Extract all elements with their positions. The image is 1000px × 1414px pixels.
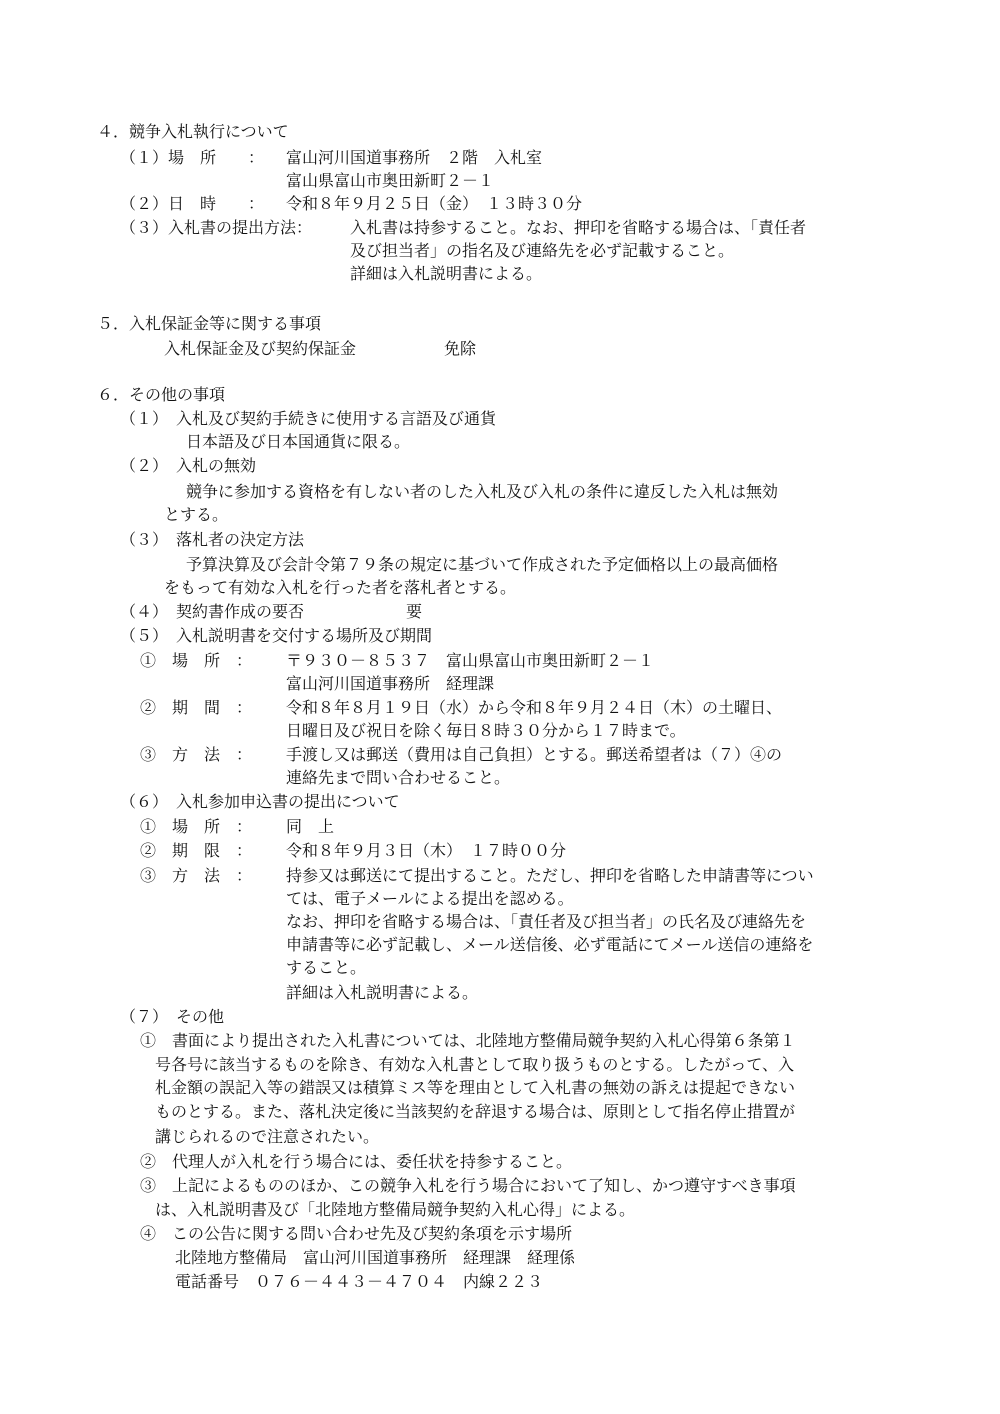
section-6-item-5-b-line-1: 令和８年８月１９日（水）から令和８年９月２４日（木）の土曜日、 bbox=[286, 698, 783, 717]
section-6-item-6-c-line-1: 持参又は郵送にて提出すること。ただし、押印を省略した申請書等につい bbox=[286, 866, 814, 885]
section-6-item-1-head: （１） 入札及び契約手続きに使用する言語及び通貨 bbox=[120, 409, 497, 428]
section-4-item-2-value: 令和８年９月２５日（金） １３時３０分 bbox=[286, 194, 583, 213]
section-6-item-6-b-label: ② 期 限 ： bbox=[140, 841, 253, 860]
section-6-item-2-body-1: 競争に参加する資格を有しない者のした入札及び入札の条件に違反した入札は無効 bbox=[186, 482, 779, 501]
section-6-item-6-c-line-3: なお、押印を省略する場合は、「責任者及び担当者」の氏名及び連絡先を bbox=[286, 912, 807, 931]
section-6-item-7-2: ② 代理人が入札を行う場合には、委任状を持参すること。 bbox=[140, 1152, 573, 1171]
section-6-item-7-3-line-1: ③ 上記によるもののほか、この競争入札を行う場合において了知し、かつ遵守すべき事項 bbox=[140, 1176, 796, 1195]
section-6-item-6-c-line-2: ては、電子メールによる提出を認める。 bbox=[286, 889, 574, 908]
section-6-item-5-c-line-2: 連絡先まで問い合わせること。 bbox=[286, 768, 511, 787]
section-5-value: 免除 bbox=[444, 339, 477, 358]
section-4-item-1-line-1: 富山河川国道事務所 ２階 入札室 bbox=[286, 148, 543, 167]
section-6-item-3-body-1: 予算決算及び会計令第７９条の規定に基づいて作成された予定価格以上の最高価格 bbox=[186, 555, 779, 574]
section-6-item-5-c-label: ③ 方 法 ： bbox=[140, 745, 253, 764]
section-6-item-7-1-line-5: 講じられるので注意されたい。 bbox=[155, 1127, 380, 1146]
section-6-item-3-body-2: をもって有効な入札を行った者を落札者とする。 bbox=[164, 578, 517, 597]
section-4-item-3-line-3: 詳細は入札説明書による。 bbox=[350, 264, 543, 283]
section-4-title: ４．競争入札執行について bbox=[97, 122, 289, 141]
section-6-item-6-head: （６） 入札参加申込書の提出について bbox=[120, 792, 400, 811]
section-6-item-7-1-line-2: 号各号に該当するものを除き、有効な入札書として取り扱うものとする。したがって、入 bbox=[155, 1055, 795, 1074]
section-5-line: 入札保証金及び契約保証金 bbox=[164, 339, 357, 358]
section-6-item-7-4-line-3: 電話番号 ０７６－４４３－４７０４ 内線２２３ bbox=[175, 1272, 544, 1291]
section-4-item-3-line-1: 入札書は持参すること。なお、押印を省略する場合は、「責任者 bbox=[350, 218, 807, 237]
section-6-item-7-head: （７） その他 bbox=[120, 1007, 225, 1026]
section-6-item-5-a-line-1: 〒９３０－８５３７ 富山県富山市奥田新町２－１ bbox=[286, 651, 655, 670]
section-6-item-6-c-line-4: 申請書等に必ず記載し、メール送信後、必ず電話にてメール送信の連絡を bbox=[286, 935, 814, 954]
section-6-item-6-c-line-6: 詳細は入札説明書による。 bbox=[286, 983, 479, 1002]
section-4-item-3-label: （３）入札書の提出方法： bbox=[120, 218, 313, 237]
section-6-title: ６．その他の事項 bbox=[97, 385, 226, 404]
section-5-title: ５．入札保証金等に関する事項 bbox=[97, 314, 322, 333]
section-6-item-6-a-value: 同 上 bbox=[286, 817, 335, 836]
section-6-item-4-head: （４） 契約書作成の要否 bbox=[120, 602, 305, 621]
section-4-item-2-label: （２）日 時 ： bbox=[120, 194, 265, 213]
section-6-item-2-body-2: とする。 bbox=[164, 505, 229, 524]
section-6-item-1-body: 日本語及び日本国通貨に限る。 bbox=[186, 432, 411, 451]
section-6-item-6-c-label: ③ 方 法 ： bbox=[140, 866, 253, 885]
section-4-item-3-line-2: 及び担当者」の指名及び連絡先を必ず記載すること。 bbox=[350, 241, 735, 260]
section-6-item-7-1-line-4: ものとする。また、落札決定後に当該契約を辞退する場合は、原則として指名停止措置が bbox=[155, 1102, 796, 1121]
section-6-item-5-c-line-1: 手渡し又は郵送（費用は自己負担）とする。郵送希望者は（７）④の bbox=[286, 745, 783, 764]
section-6-item-6-a-label: ① 場 所 ： bbox=[140, 817, 253, 836]
section-6-item-7-4-line-2: 北陸地方整備局 富山河川国道事務所 経理課 経理係 bbox=[175, 1248, 576, 1267]
section-6-item-3-head: （３） 落札者の決定方法 bbox=[120, 530, 305, 549]
section-6-item-7-3-line-2: は、入札説明書及び「北陸地方整備局競争契約入札心得」による。 bbox=[155, 1200, 636, 1219]
section-6-item-5-a-label: ① 場 所 ： bbox=[140, 651, 253, 670]
section-6-item-5-head: （５） 入札説明書を交付する場所及び期間 bbox=[120, 626, 433, 645]
section-6-item-6-b-value: 令和８年９月３日（木） １７時００分 bbox=[286, 841, 567, 860]
section-6-item-4-value: 要 bbox=[406, 602, 423, 621]
section-6-item-5-a-line-2: 富山河川国道事務所 経理課 bbox=[286, 674, 495, 693]
section-6-item-7-1-line-1: ① 書面により提出された入札書については、北陸地方整備局競争契約入札心得第６条第１ bbox=[140, 1031, 796, 1050]
section-6-item-6-c-line-5: すること。 bbox=[286, 958, 367, 977]
section-6-item-5-b-line-2: 日曜日及び祝日を除く毎日８時３０分から１７時まで。 bbox=[286, 721, 686, 740]
section-4-item-1-line-2: 富山県富山市奥田新町２－１ bbox=[286, 171, 495, 190]
section-4-item-1-label: （１）場 所 ： bbox=[120, 148, 265, 167]
section-6-item-7-4-line-1: ④ この公告に関する問い合わせ先及び契約条項を示す場所 bbox=[140, 1224, 573, 1243]
section-6-item-5-b-label: ② 期 間 ： bbox=[140, 698, 253, 717]
section-6-item-7-1-line-3: 札金額の誤記入等の錯誤又は積算ミス等を理由として入札書の無効の訴えは提起できない bbox=[155, 1078, 796, 1097]
section-6-item-2-head: （２） 入札の無効 bbox=[120, 456, 257, 475]
